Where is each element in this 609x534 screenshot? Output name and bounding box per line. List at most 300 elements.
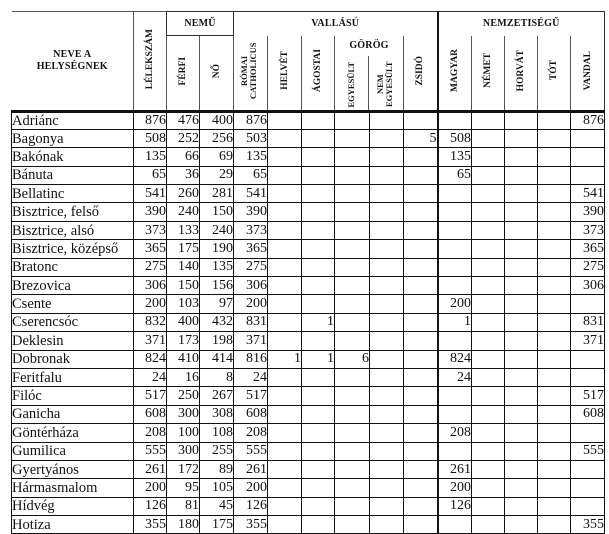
cell-greek-united (335, 497, 370, 515)
cell-hungarian: 126 (438, 497, 472, 515)
cell-roman-catholic: 200 (234, 479, 268, 497)
table-row (12, 148, 605, 166)
table-row (12, 129, 605, 147)
cell-german (472, 185, 505, 203)
cell-greek-united: 6 (335, 350, 370, 368)
cell-roman-catholic: 373 (234, 221, 268, 239)
cell-reformed (268, 368, 302, 386)
cell-vandal (571, 479, 605, 497)
cell-roman-catholic: 816 (234, 350, 268, 368)
cell-german (472, 387, 505, 405)
cell-greek-orthodox (370, 460, 404, 478)
cell-male: 180 (167, 516, 200, 534)
cell-jewish (404, 350, 438, 368)
table-row (12, 332, 605, 350)
cell-slovak (538, 166, 571, 184)
cell-female: 45 (200, 497, 234, 515)
cell-german (472, 221, 505, 239)
cell-female: 400 (200, 111, 234, 129)
table-row (12, 313, 605, 331)
cell-croatian (505, 497, 538, 515)
cell-population: 824 (134, 350, 167, 368)
locality-name: Ganicha (12, 405, 134, 423)
header-female (200, 36, 234, 112)
cell-slovak (538, 185, 571, 203)
cell-reformed (268, 387, 302, 405)
cell-croatian (505, 460, 538, 478)
cell-population: 517 (134, 387, 167, 405)
locality-name: Bánuta (12, 166, 134, 184)
cell-greek-orthodox (370, 166, 404, 184)
cell-croatian (505, 221, 538, 239)
table-row (12, 185, 605, 203)
cell-female: 135 (200, 258, 234, 276)
cell-lutheran (302, 424, 335, 442)
table-row (12, 240, 605, 258)
cell-population: 608 (134, 405, 167, 423)
cell-german (472, 516, 505, 534)
cell-reformed (268, 148, 302, 166)
cell-male: 100 (167, 424, 200, 442)
locality-name: Bratonc (12, 258, 134, 276)
cell-male: 410 (167, 350, 200, 368)
cell-population: 355 (134, 516, 167, 534)
cell-lutheran (302, 221, 335, 239)
locality-name: Bellatinc (12, 185, 134, 203)
cell-roman-catholic: 355 (234, 516, 268, 534)
cell-greek-united (335, 148, 370, 166)
cell-vandal (571, 368, 605, 386)
locality-name: Cserencsóc (12, 313, 134, 331)
cell-lutheran (302, 240, 335, 258)
cell-roman-catholic: 541 (234, 185, 268, 203)
cell-croatian (505, 332, 538, 350)
cell-female: 69 (200, 148, 234, 166)
table-row (12, 295, 605, 313)
cell-female: 256 (200, 129, 234, 147)
cell-hungarian (438, 442, 472, 460)
cell-croatian (505, 295, 538, 313)
cell-female: 267 (200, 387, 234, 405)
cell-lutheran (302, 166, 335, 184)
table-row (12, 277, 605, 295)
cell-jewish (404, 203, 438, 221)
cell-vandal: 555 (571, 442, 605, 460)
cell-slovak (538, 111, 571, 129)
cell-croatian (505, 442, 538, 460)
table-row (12, 497, 605, 515)
cell-croatian (505, 368, 538, 386)
cell-hungarian: 65 (438, 166, 472, 184)
cell-male: 36 (167, 166, 200, 184)
cell-jewish (404, 424, 438, 442)
cell-german (472, 295, 505, 313)
table-row (12, 350, 605, 368)
cell-female: 97 (200, 295, 234, 313)
cell-greek-orthodox (370, 516, 404, 534)
cell-german (472, 313, 505, 331)
cell-reformed (268, 203, 302, 221)
cell-reformed (268, 277, 302, 295)
cell-german (472, 166, 505, 184)
cell-croatian (505, 350, 538, 368)
cell-hungarian: 24 (438, 368, 472, 386)
cell-population: 306 (134, 277, 167, 295)
cell-reformed (268, 185, 302, 203)
cell-greek-united (335, 277, 370, 295)
cell-vandal (571, 129, 605, 147)
cell-german (472, 424, 505, 442)
cell-greek-orthodox (370, 387, 404, 405)
header-croatian (505, 36, 538, 112)
header-name-label: NEVE A HELYSÉGNEK (36, 48, 108, 72)
cell-german (472, 129, 505, 147)
cell-greek-orthodox (370, 240, 404, 258)
cell-female: 255 (200, 442, 234, 460)
cell-roman-catholic: 503 (234, 129, 268, 147)
table-row (12, 166, 605, 184)
cell-reformed (268, 479, 302, 497)
cell-jewish (404, 295, 438, 313)
header-greek-label: GÖRÖG (349, 39, 389, 51)
cell-population: 200 (134, 479, 167, 497)
cell-vandal (571, 424, 605, 442)
cell-slovak (538, 350, 571, 368)
cell-jewish (404, 240, 438, 258)
locality-name: Bisztrice, középső (12, 240, 134, 258)
cell-croatian (505, 387, 538, 405)
header-group-greek (335, 36, 404, 112)
cell-hungarian (438, 332, 472, 350)
cell-lutheran: 1 (302, 313, 335, 331)
header-vandal-label: VANDAL (582, 50, 593, 91)
cell-german (472, 203, 505, 221)
cell-croatian (505, 516, 538, 534)
cell-male: 150 (167, 277, 200, 295)
cell-female: 89 (200, 460, 234, 478)
header-greek-orthodox-label: NEM EGYESÜLT (375, 60, 394, 107)
table-row (12, 258, 605, 276)
cell-hungarian: 261 (438, 460, 472, 478)
cell-greek-orthodox (370, 221, 404, 239)
cell-croatian (505, 240, 538, 258)
header-male-label: FÉRFI (178, 56, 188, 85)
cell-lutheran (302, 203, 335, 221)
cell-roman-catholic: 65 (234, 166, 268, 184)
cell-jewish (404, 442, 438, 460)
cell-greek-united (335, 442, 370, 460)
cell-male: 172 (167, 460, 200, 478)
cell-vandal (571, 460, 605, 478)
locality-name: Gyertyános (12, 460, 134, 478)
cell-jewish (404, 516, 438, 534)
locality-name: Brezovica (12, 277, 134, 295)
cell-population: 208 (134, 424, 167, 442)
cell-female: 414 (200, 350, 234, 368)
table-body (12, 111, 605, 534)
header-population-label: LÉLEKSZÁM (145, 28, 155, 89)
table-row (12, 516, 605, 534)
cell-reformed (268, 111, 302, 129)
cell-jewish (404, 221, 438, 239)
cell-slovak (538, 221, 571, 239)
cell-slovak (538, 332, 571, 350)
cell-hungarian (438, 111, 472, 129)
cell-hungarian: 135 (438, 148, 472, 166)
header-reformed-label: HELVÉT (279, 51, 290, 90)
cell-jewish (404, 166, 438, 184)
cell-greek-united (335, 516, 370, 534)
cell-croatian (505, 258, 538, 276)
cell-greek-orthodox (370, 295, 404, 313)
cell-jewish (404, 185, 438, 203)
cell-reformed (268, 497, 302, 515)
cell-german (472, 277, 505, 295)
cell-vandal: 306 (571, 277, 605, 295)
census-table (11, 11, 605, 534)
locality-name: Bagonya (12, 129, 134, 147)
cell-jewish (404, 460, 438, 478)
cell-greek-united (335, 221, 370, 239)
locality-name: Adriánc (12, 111, 134, 129)
cell-roman-catholic: 390 (234, 203, 268, 221)
cell-greek-orthodox (370, 350, 404, 368)
cell-population: 371 (134, 332, 167, 350)
cell-roman-catholic: 371 (234, 332, 268, 350)
cell-greek-united (335, 258, 370, 276)
cell-vandal: 355 (571, 516, 605, 534)
cell-greek-united (335, 424, 370, 442)
cell-male: 66 (167, 148, 200, 166)
table-row (12, 442, 605, 460)
cell-roman-catholic: 555 (234, 442, 268, 460)
cell-hungarian (438, 185, 472, 203)
locality-name: Bakónak (12, 148, 134, 166)
cell-hungarian: 824 (438, 350, 472, 368)
header-german-label: NÉMET (483, 53, 493, 88)
locality-name: Deklesin (12, 332, 134, 350)
cell-hungarian (438, 258, 472, 276)
locality-name: Filóc (12, 387, 134, 405)
locality-name: Feritfalu (12, 368, 134, 386)
cell-roman-catholic: 24 (234, 368, 268, 386)
table-row (12, 424, 605, 442)
cell-slovak (538, 387, 571, 405)
cell-female: 198 (200, 332, 234, 350)
cell-hungarian: 200 (438, 479, 472, 497)
cell-jewish (404, 368, 438, 386)
cell-female: 105 (200, 479, 234, 497)
cell-jewish (404, 497, 438, 515)
cell-hungarian (438, 240, 472, 258)
cell-jewish (404, 332, 438, 350)
header-male (167, 36, 200, 112)
cell-roman-catholic: 200 (234, 295, 268, 313)
cell-reformed (268, 166, 302, 184)
cell-slovak (538, 405, 571, 423)
cell-jewish (404, 405, 438, 423)
cell-croatian (505, 166, 538, 184)
cell-vandal: 373 (571, 221, 605, 239)
table-row (12, 368, 605, 386)
cell-croatian (505, 111, 538, 129)
cell-hungarian (438, 516, 472, 534)
header-greek-united-label: EGYESÜLT (346, 61, 356, 108)
locality-name: Hármasmalom (12, 479, 134, 497)
cell-male: 103 (167, 295, 200, 313)
cell-vandal: 390 (571, 203, 605, 221)
cell-roman-catholic: 365 (234, 240, 268, 258)
cell-roman-catholic: 876 (234, 111, 268, 129)
cell-roman-catholic: 831 (234, 313, 268, 331)
cell-greek-orthodox (370, 185, 404, 203)
cell-male: 476 (167, 111, 200, 129)
header-nationality-label: NEMZETISÉGŰ (482, 18, 560, 30)
cell-german (472, 368, 505, 386)
cell-croatian (505, 203, 538, 221)
cell-male: 81 (167, 497, 200, 515)
cell-male: 240 (167, 203, 200, 221)
cell-german (472, 258, 505, 276)
cell-german (472, 405, 505, 423)
cell-female: 281 (200, 185, 234, 203)
cell-greek-united (335, 111, 370, 129)
header-german (472, 36, 505, 112)
cell-greek-united (335, 479, 370, 497)
cell-greek-orthodox (370, 497, 404, 515)
locality-name: Gumilica (12, 442, 134, 460)
cell-population: 126 (134, 497, 167, 515)
cell-female: 150 (200, 203, 234, 221)
cell-vandal (571, 350, 605, 368)
header-group-nationality (438, 12, 605, 36)
header-sex-label: NEMŰ (184, 18, 216, 29)
cell-population: 541 (134, 185, 167, 203)
cell-greek-orthodox (370, 424, 404, 442)
cell-german (472, 479, 505, 497)
cell-hungarian: 200 (438, 295, 472, 313)
cell-slovak (538, 516, 571, 534)
cell-german (472, 350, 505, 368)
cell-reformed (268, 442, 302, 460)
cell-lutheran (302, 258, 335, 276)
cell-population: 261 (134, 460, 167, 478)
cell-german (472, 442, 505, 460)
cell-greek-orthodox (370, 479, 404, 497)
cell-female: 432 (200, 313, 234, 331)
cell-vandal: 517 (571, 387, 605, 405)
cell-slovak (538, 424, 571, 442)
cell-reformed (268, 221, 302, 239)
cell-hungarian: 208 (438, 424, 472, 442)
cell-reformed (268, 332, 302, 350)
header-jewish-label: ZSIDÓ (415, 55, 426, 86)
cell-greek-orthodox (370, 258, 404, 276)
cell-female: 240 (200, 221, 234, 239)
cell-greek-orthodox (370, 332, 404, 350)
cell-vandal (571, 166, 605, 184)
table-row (12, 221, 605, 239)
header-greek-united (335, 56, 368, 110)
cell-slovak (538, 497, 571, 515)
cell-jewish (404, 479, 438, 497)
header-slovak-label: TÓT (549, 60, 559, 81)
cell-greek-united (335, 166, 370, 184)
cell-slovak (538, 313, 571, 331)
cell-male: 16 (167, 368, 200, 386)
cell-greek-united (335, 295, 370, 313)
cell-greek-united (335, 240, 370, 258)
cell-greek-orthodox (370, 405, 404, 423)
header-female-label: NŐ (211, 64, 222, 79)
header-group-religion (234, 12, 438, 36)
cell-lutheran (302, 405, 335, 423)
cell-lutheran (302, 460, 335, 478)
header-reformed (268, 36, 302, 112)
locality-name: Bisztrice, felső (12, 203, 134, 221)
cell-vandal: 541 (571, 185, 605, 203)
cell-population: 65 (134, 166, 167, 184)
header-group-sex (167, 12, 234, 36)
cell-reformed (268, 405, 302, 423)
header-roman-catholic-label: RÓMAI CATHOLICUS (238, 42, 258, 99)
cell-male: 173 (167, 332, 200, 350)
cell-greek-orthodox (370, 148, 404, 166)
table-row (12, 203, 605, 221)
cell-greek-orthodox (370, 203, 404, 221)
cell-german (472, 497, 505, 515)
cell-german (472, 111, 505, 129)
cell-reformed: 1 (268, 350, 302, 368)
locality-name: Dobronak (12, 350, 134, 368)
cell-roman-catholic: 275 (234, 258, 268, 276)
cell-roman-catholic: 517 (234, 387, 268, 405)
cell-greek-united (335, 368, 370, 386)
cell-croatian (505, 129, 538, 147)
cell-hungarian (438, 277, 472, 295)
cell-slovak (538, 203, 571, 221)
cell-vandal: 608 (571, 405, 605, 423)
table-row (12, 479, 605, 497)
cell-female: 8 (200, 368, 234, 386)
cell-hungarian (438, 203, 472, 221)
cell-population: 832 (134, 313, 167, 331)
cell-male: 252 (167, 129, 200, 147)
cell-german (472, 240, 505, 258)
cell-jewish (404, 277, 438, 295)
cell-slovak (538, 295, 571, 313)
header-slovak (538, 36, 571, 112)
cell-female: 29 (200, 166, 234, 184)
cell-male: 95 (167, 479, 200, 497)
cell-greek-united (335, 405, 370, 423)
table-row (12, 111, 605, 129)
locality-name: Hotiza (12, 516, 134, 534)
cell-female: 156 (200, 277, 234, 295)
cell-reformed (268, 424, 302, 442)
locality-name: Hídvég (12, 497, 134, 515)
cell-population: 373 (134, 221, 167, 239)
cell-jewish (404, 148, 438, 166)
cell-population: 365 (134, 240, 167, 258)
cell-female: 175 (200, 516, 234, 534)
cell-vandal: 365 (571, 240, 605, 258)
cell-croatian (505, 405, 538, 423)
cell-lutheran (302, 479, 335, 497)
cell-lutheran (302, 332, 335, 350)
cell-lutheran (302, 129, 335, 147)
cell-lutheran (302, 111, 335, 129)
